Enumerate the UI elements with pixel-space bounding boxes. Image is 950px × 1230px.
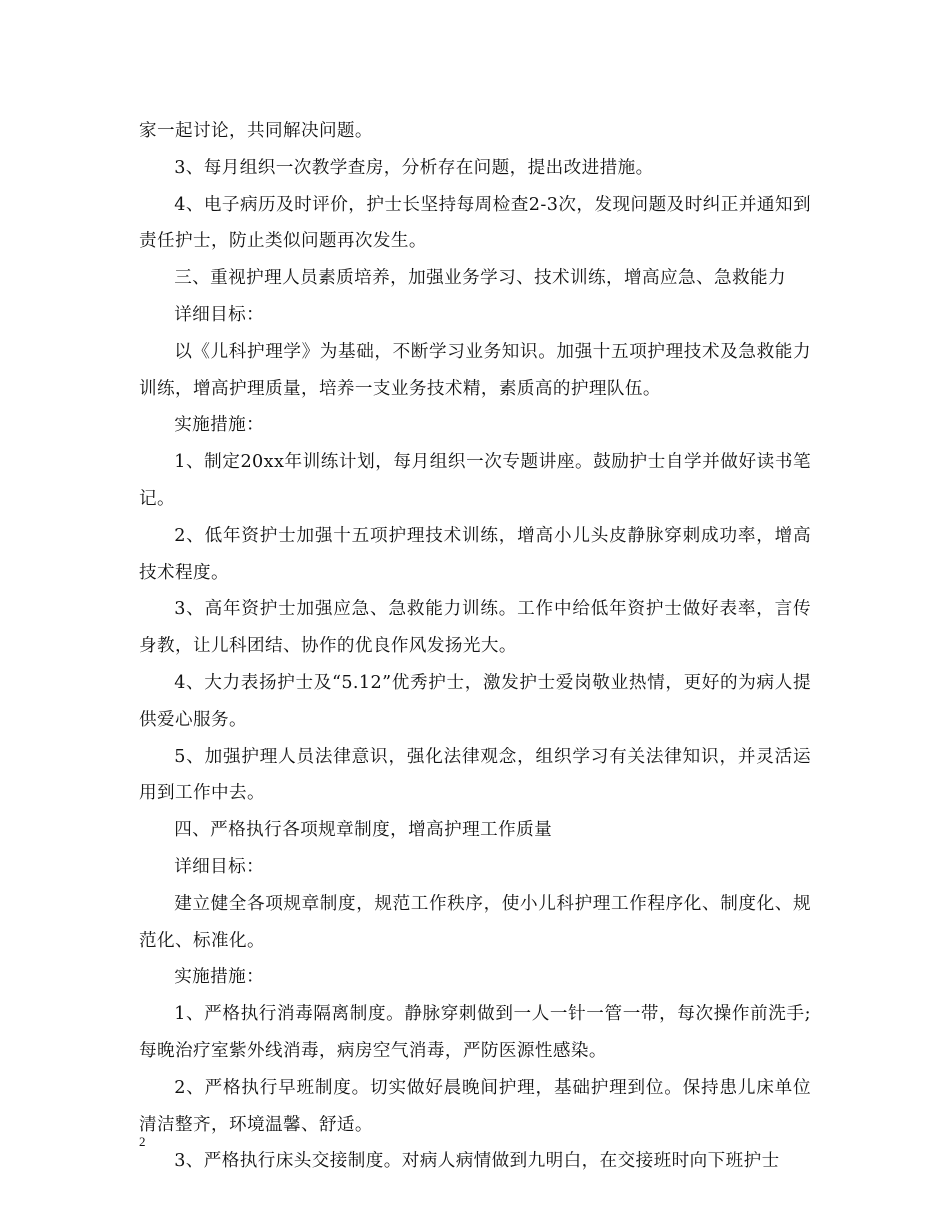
subheading: 详细目标： bbox=[174, 856, 265, 877]
paragraph: 2、严格执行早班制度。切实做好晨晚间护理，基础护理到位。保持患儿床单位清洁整齐，环境温馨、舒适。 bbox=[139, 1077, 811, 1135]
section-heading: 四、严格执行各项规章制度，增高护理工作质量 bbox=[174, 820, 553, 841]
paragraph: 1、制定20xx年训练计划，每月组织一次专题讲座。鼓励护士自学并做好读书笔记。 bbox=[139, 452, 811, 509]
paragraph: 4、大力表扬护士及“5.12”优秀护士，激发护士爱岗敬业热情，更好的为病人提供爱心服务。 bbox=[139, 672, 811, 730]
paragraph: 家一起讨论，共同解决问题。 bbox=[139, 121, 373, 141]
subheading: 详细目标： bbox=[174, 304, 265, 325]
paragraph: 建立健全各项规章制度，规范工作秩序，使小儿科护理工作程序化、制度化、规范化、标准化。 bbox=[139, 893, 811, 951]
paragraph: 3、高年资护士加强应急、急救能力训练。工作中给低年资护士做好表率，言传身教，让儿科团结、协作的优良作风发扬光大。 bbox=[139, 599, 811, 657]
paragraph: 以《儿科护理学》为基础，不断学习业务知识。加强十五项护理技术及急救能力训练，增高护理质量，培养一支业务技术精，素质高的护理队伍。 bbox=[139, 341, 811, 399]
paragraph: 1、严格执行消毒隔离制度。静脉穿刺做到一人一针一管一带，每次操作前洗手;每晚治疗室紫外线消毒，病房空气消毒，严防医源性感染。 bbox=[139, 1004, 811, 1061]
paragraph: 3、每月组织一次教学查房，分析存在问题，提出改进措施。 bbox=[174, 157, 654, 178]
page-number: 2 bbox=[139, 1134, 146, 1149]
document-body bbox=[139, 113, 811, 1180]
section-heading: 三、重视护理人员素质培养，加强业务学习、技术训练，增高应急、急救能力 bbox=[174, 268, 786, 289]
paragraph: 3、严格执行床头交接制度。对病人病情做到九明白，在交接班时向下班护士 bbox=[174, 1151, 780, 1172]
paragraph: 2、低年资护士加强十五项护理技术训练，增高小儿头皮静脉穿刺成功率，增高技术程度。 bbox=[139, 525, 811, 583]
subheading: 实施措施： bbox=[174, 415, 265, 436]
paragraph: 4、电子病历及时评价，护士长坚持每周检查2-3次，发现问题及时纠正并通知到责任护士，防止类似问题再次发生。 bbox=[139, 194, 811, 252]
paragraph: 5、加强护理人员法律意识，强化法律观念，组织学习有关法律知识，并灵活运用到工作中去。 bbox=[139, 746, 811, 804]
subheading: 实施措施： bbox=[174, 967, 265, 988]
